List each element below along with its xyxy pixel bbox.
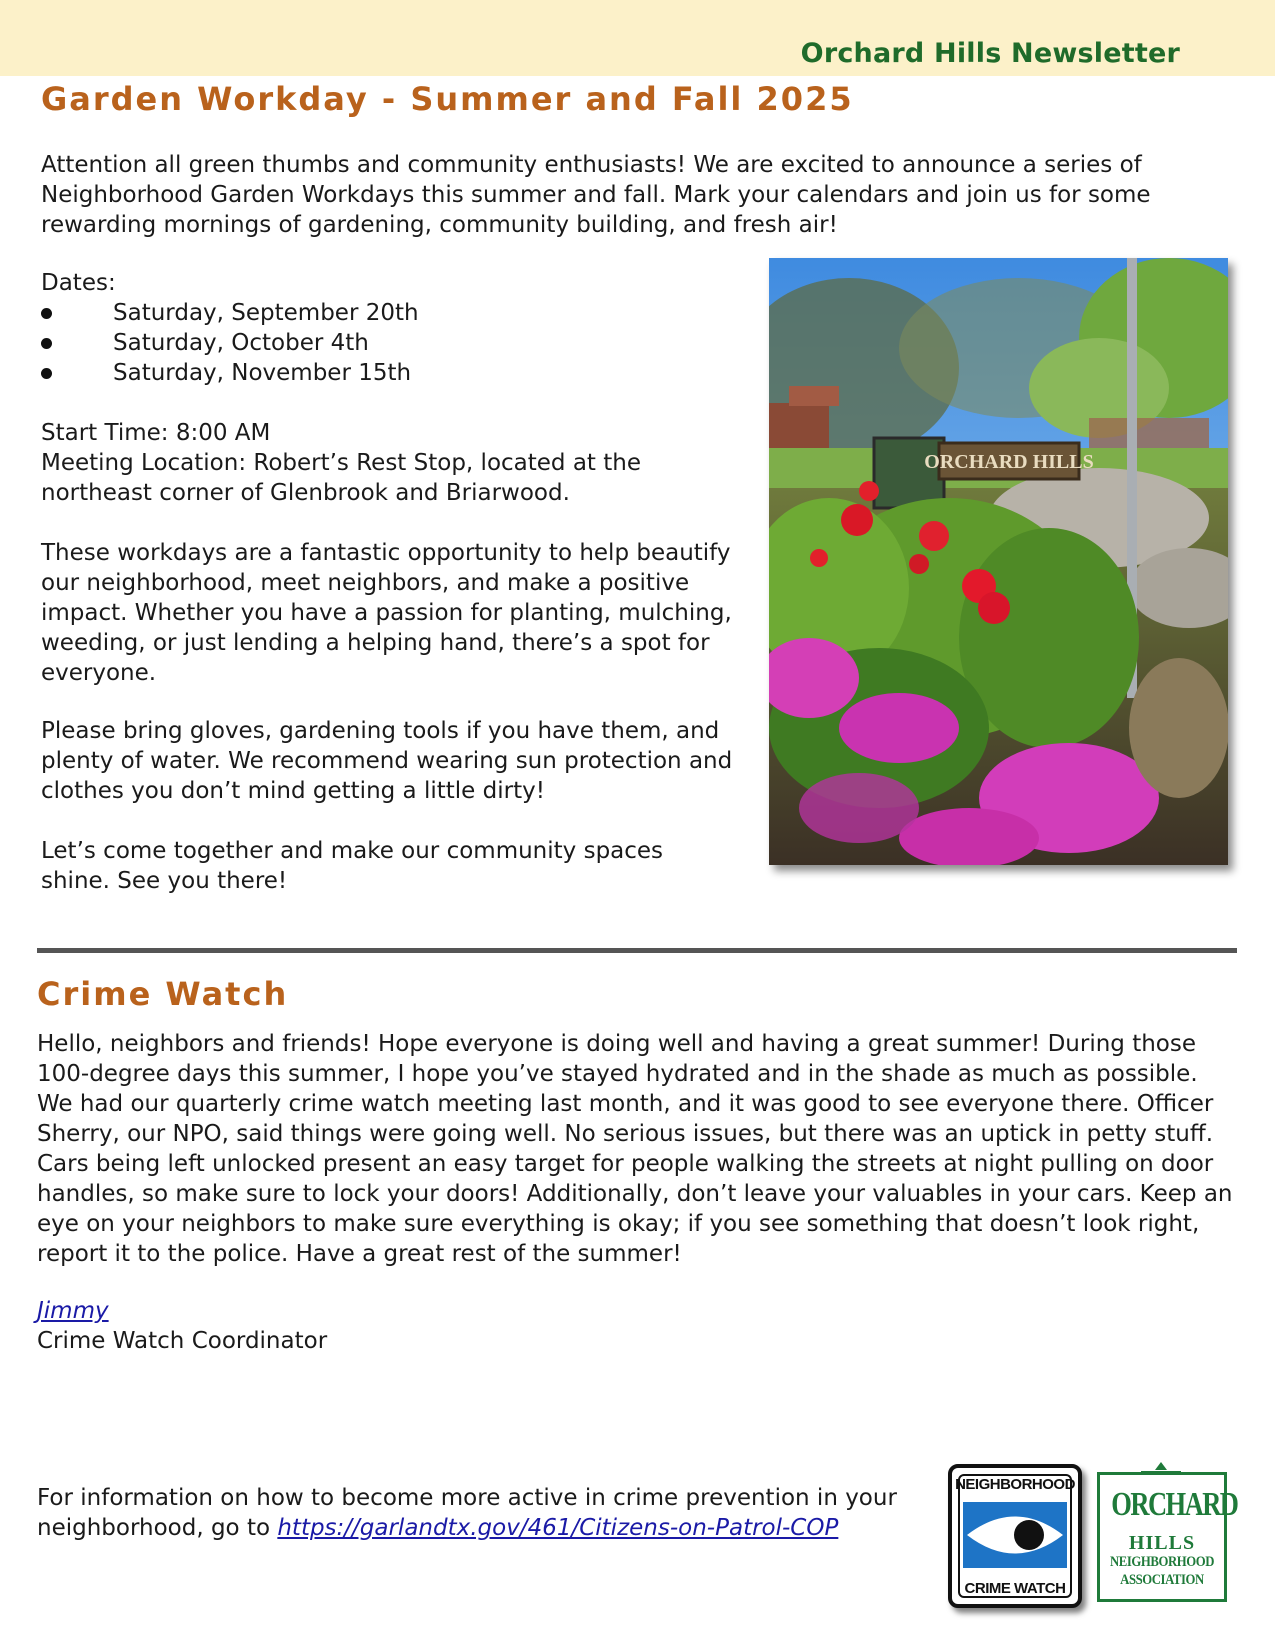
logo-crime-bottom-text: CRIME WATCH bbox=[964, 1580, 1066, 1597]
logo-neighborhood-word: NEIGHBORHOOD bbox=[1109, 1554, 1214, 1570]
eye-icon bbox=[963, 1502, 1067, 1568]
start-time: Start Time: 8:00 AM bbox=[41, 420, 271, 446]
garden-intro-paragraph: Attention all green thumbs and community enthusiasts! We are excited to announce a series of Neighborhood Garden Workdays this summer and fall. Mark your calendars and join us for some rewarding mornings of gardening, community building, and fresh air! bbox=[41, 152, 1151, 238]
newsletter-name: Orchard Hills Newsletter bbox=[800, 38, 1180, 69]
photo-sign-text: ORCHARD HILLS bbox=[924, 451, 1094, 473]
logo-crime-top-text: NEIGHBORHOOD bbox=[955, 1476, 1075, 1493]
bullet-icon bbox=[41, 308, 52, 319]
bullet-icon bbox=[41, 338, 52, 349]
dates-list bbox=[41, 298, 419, 388]
opportunity-paragraph: These workdays are a fantastic opportunity to help beautify our neighborhood, meet neighbors, and make a positive impact. Whether you have a passion for planting, mulching, weeding, or just lending a helping hand, there’s a spot for everyone. bbox=[41, 540, 732, 686]
citizens-on-patrol-link[interactable]: https://garlandtx.gov/461/Citizens-on-Patrol-COP bbox=[277, 1515, 839, 1541]
signature-role: Crime Watch Coordinator bbox=[37, 1328, 328, 1354]
date-item: Saturday, November 15th bbox=[41, 358, 419, 388]
crime-watch-title: Crime Watch bbox=[37, 975, 289, 1013]
logo-hills-word: HILLS bbox=[1128, 1532, 1196, 1554]
footer-info: For information on how to become more active in crime prevention in your neighborhood, go to https://garlandtx.gov/461/Citizens-on-Patrol-COP bbox=[37, 1485, 897, 1541]
logo-orchard-word: ORCHARD bbox=[1111, 1486, 1238, 1523]
dates-label: Dates: bbox=[41, 270, 116, 296]
signature-name-link[interactable]: Jimmy bbox=[37, 1298, 109, 1324]
orchard-hills-association-logo bbox=[1097, 1462, 1238, 1598]
logo-association-word: ASSOCIATION bbox=[1120, 1572, 1204, 1588]
meeting-location: Meeting Location: Robert’s Rest Stop, located at the northeast corner of Glenbrook and Briarwood. bbox=[41, 450, 641, 506]
neighborhood-crime-watch-logo bbox=[948, 1464, 1082, 1608]
garden-photo bbox=[769, 258, 1228, 865]
closing-paragraph: Let’s come together and make our community spaces shine. See you there! bbox=[41, 838, 664, 894]
bullet-icon bbox=[41, 368, 52, 379]
what-to-bring-paragraph: Please bring gloves, gardening tools if you have them, and plenty of water. We recommend wearing sun protection and clothes you don’t mind getting a little dirty! bbox=[41, 718, 733, 804]
date-item: Saturday, October 4th bbox=[41, 328, 419, 358]
crime-watch-body: Hello, neighbors and friends! Hope everyone is doing well and having a great summer! During those 100-degree days this summer, I hope you’ve stayed hydrated and in the shade as much as possible. We had our quarterly crime watch meeting last month, and it was good to see everyone there. Officer Sherry, our NPO, said things were going well. No serious issues, but there was an uptick in petty stuff. Cars being left unlocked present an easy target for people walking the streets at night pulling on door handles, so make sure to lock your doors! Additionally, don’t leave your valuables in your cars. Keep an eye on your neighbors to make sure everything is okay; if you see something that doesn’t look right, report it to the police. Have a great rest of the summer! bbox=[37, 1031, 1233, 1267]
garden-workday-title: Garden Workday - Summer and Fall 2025 bbox=[41, 80, 854, 118]
section-divider bbox=[37, 948, 1237, 953]
date-item: Saturday, September 20th bbox=[41, 298, 419, 328]
